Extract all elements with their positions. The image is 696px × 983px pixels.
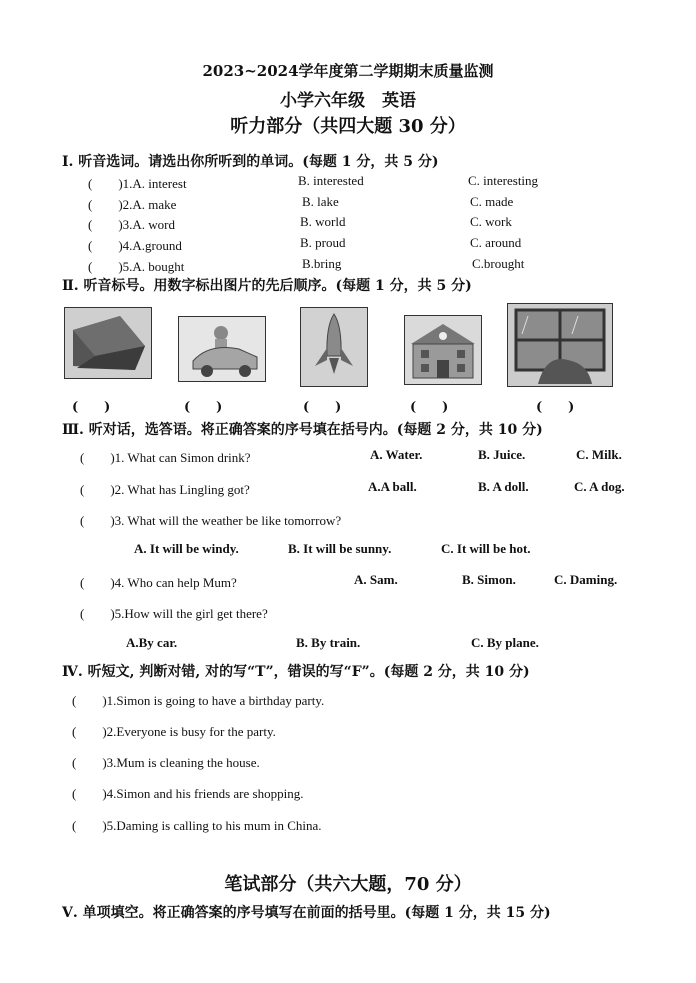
- s1-q2-b: B. lake: [302, 194, 339, 209]
- pic1-blank[interactable]: ( ): [72, 400, 111, 415]
- s1-q5-b: B.bring: [302, 256, 342, 271]
- pic4-blank[interactable]: ( ): [410, 400, 449, 415]
- s3-q4: ( )4. Who can help Mum?: [80, 575, 237, 590]
- s4-q3: ( )3.Mum is cleaning the house.: [72, 755, 260, 770]
- section4-heading: Ⅳ. 听短文, 判断对错, 对的写“T”，错误的写“F”。(每题 2 分，共 10 分): [62, 664, 530, 680]
- s3-q3-b: B. It will be sunny.: [288, 541, 392, 556]
- s3-q3-c: C. It will be hot.: [441, 541, 531, 556]
- building-picture: [404, 315, 482, 385]
- pic2-blank[interactable]: ( ): [184, 400, 223, 415]
- written-part-title: 笔试部分（共六大题，70 分）: [224, 874, 472, 895]
- s1-q4-c: C. around: [470, 235, 522, 250]
- s3-q4-a: A. Sam.: [354, 572, 398, 587]
- s3-q5: ( )5.How will the girl get there?: [80, 606, 268, 621]
- s3-q5-c: C. By plane.: [471, 635, 539, 650]
- s3-q4-b: B. Simon.: [462, 572, 516, 587]
- pic3-blank[interactable]: ( ): [303, 400, 342, 415]
- s1-q1: ( )1.A. interest: [88, 176, 187, 191]
- s3-q2: ( )2. What has Lingling got?: [80, 482, 250, 497]
- s3-q2-a: A.A ball.: [368, 479, 417, 494]
- s1-q5-c: C.brought: [472, 256, 525, 271]
- s1-q1-b: B. interested: [298, 173, 364, 188]
- s4-q5: ( )5.Daming is calling to his mum in China.: [72, 818, 322, 833]
- s3-q1-a: A. Water.: [370, 447, 423, 462]
- s3-q4-c: C. Daming.: [554, 572, 618, 587]
- s1-q5: ( )5.A. bought: [88, 259, 185, 274]
- listening-part-title: 听力部分（共四大题 30 分）: [230, 116, 466, 137]
- book-picture: [64, 307, 152, 379]
- s3-q2-c: C. A dog.: [574, 479, 625, 494]
- s1-q4: ( )4.A.ground: [88, 238, 182, 253]
- s1-q3-c: C. work: [470, 214, 512, 229]
- section5-heading: Ⅴ. 单项填空。将正确答案的序号填写在前面的括号里。(每题 1 分，共 15 分): [62, 905, 551, 921]
- s3-q5-a: A.By car.: [126, 635, 178, 650]
- s4-q2: ( )2.Everyone is busy for the party.: [72, 724, 276, 739]
- section3-heading: Ⅲ. 听对话，选答语。将正确答案的序号填在括号内。(每题 2 分，共 10 分): [62, 422, 543, 438]
- s3-q5-b: B. By train.: [296, 635, 361, 650]
- s3-q1-b: B. Juice.: [478, 447, 526, 462]
- exam-subtitle: 小学六年级 英语: [280, 91, 416, 111]
- s1-q2: ( )2.A. make: [88, 197, 177, 212]
- car-boy-picture: [178, 316, 266, 382]
- s3-q1-c: C. Milk.: [576, 447, 622, 462]
- s1-q4-b: B. proud: [300, 235, 346, 250]
- s3-q3: ( )3. What will the weather be like tomorrow?: [80, 513, 342, 528]
- s1-q3: ( )3.A. word: [88, 217, 176, 232]
- s3-q1: ( )1. What can Simon drink?: [80, 450, 251, 465]
- s3-q3-a: A. It will be windy.: [134, 541, 239, 556]
- exam-title: 2023~2024学年度第二学期期末质量监测: [202, 62, 494, 80]
- rocket-picture: [300, 307, 368, 387]
- s1-q3-b: B. world: [300, 214, 346, 229]
- window-rain-picture: [507, 303, 613, 387]
- pic5-blank[interactable]: ( ): [536, 400, 575, 415]
- s1-q1-c: C. interesting: [468, 173, 539, 188]
- s4-q1: ( )1.Simon is going to have a birthday party.: [72, 693, 325, 708]
- section1-heading: Ⅰ. 听音选词。请选出你所听到的单词。(每题 1 分，共 5 分): [62, 154, 439, 170]
- s4-q4: ( )4.Simon and his friends are shopping.: [72, 786, 304, 801]
- s3-q2-b: B. A doll.: [478, 479, 529, 494]
- s1-q2-c: C. made: [470, 194, 514, 209]
- section2-heading: Ⅱ. 听音标号。用数字标出图片的先后顺序。(每题 1 分，共 5 分): [62, 278, 472, 294]
